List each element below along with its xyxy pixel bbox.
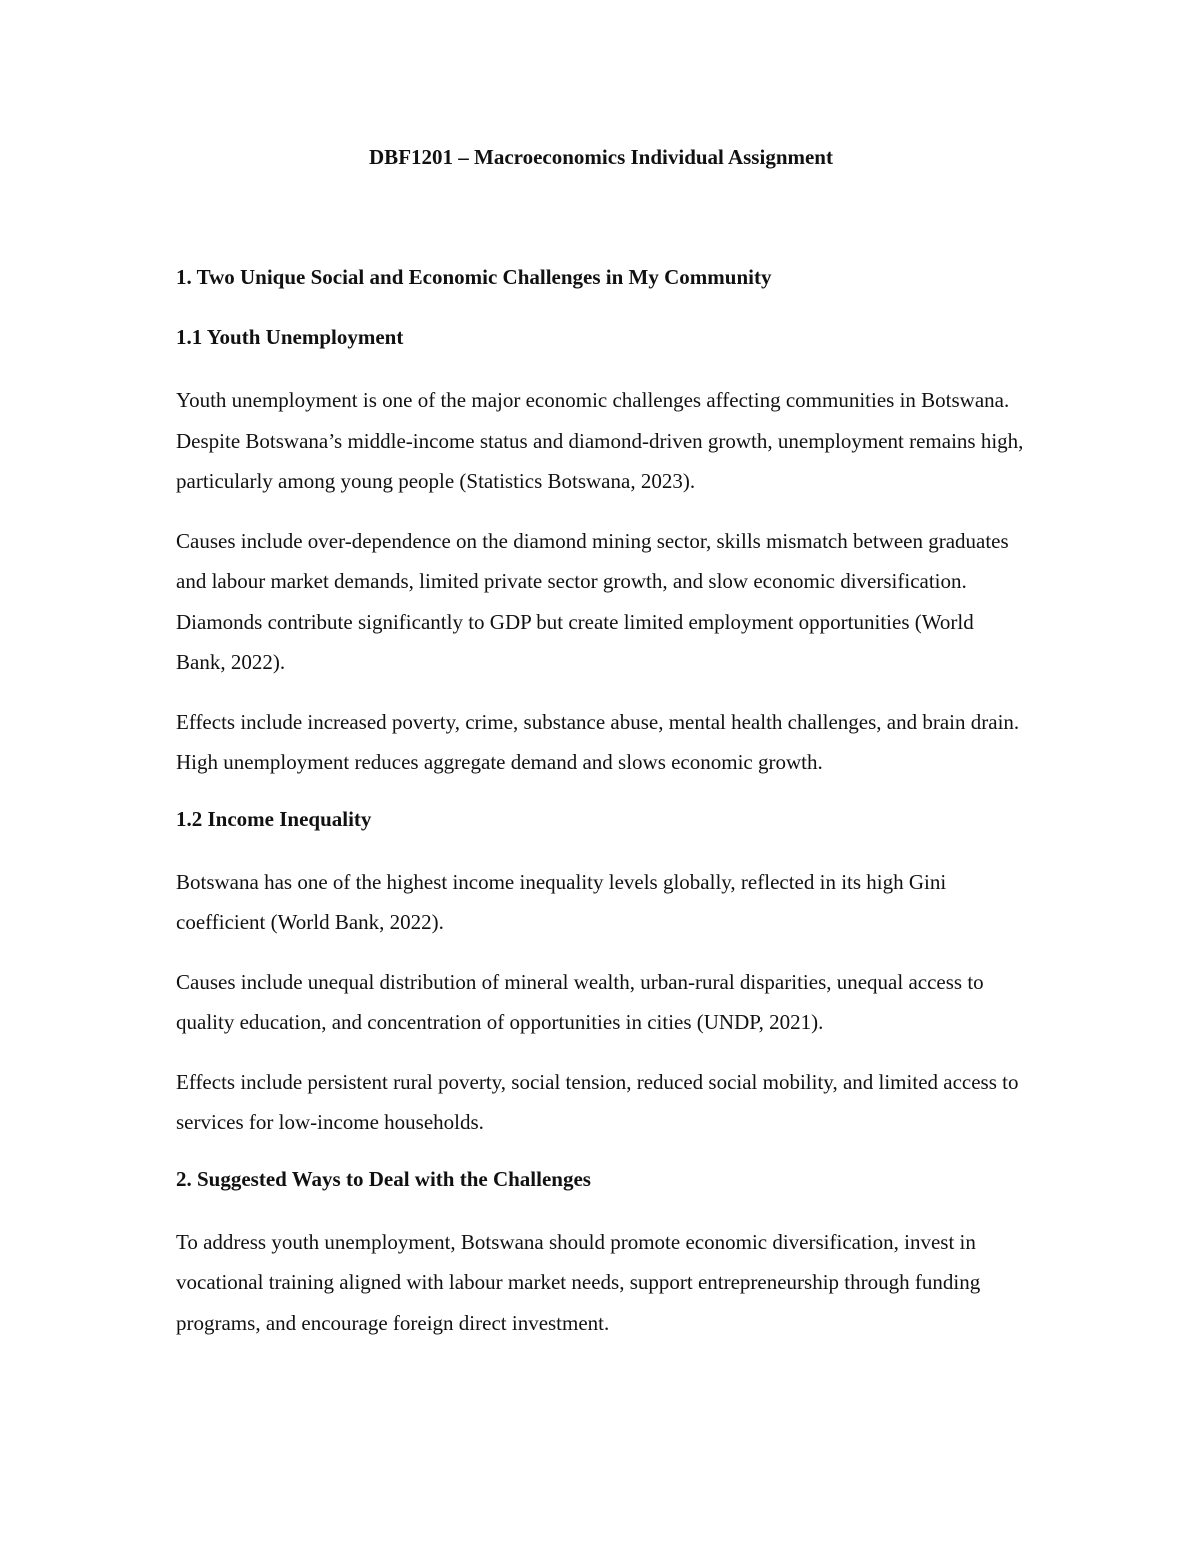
paragraph: Causes include over-dependence on the diamond mining sector, skills mismatch between graduates and labour market demands, limited private sector growth, and slow economic diversification. Diamonds contribute significantly to GDP but create limited employment opportunities (World Bank, 2022). (176, 528, 1009, 674)
document-title: DBF1201 – Macroeconomics Individual Assignment (369, 145, 833, 169)
section-1-heading: 1. Two Unique Social and Economic Challenges in My Community (176, 265, 772, 289)
paragraph: Effects include increased poverty, crime, substance abuse, mental health challenges, and brain drain. High unemployment reduces aggregate demand and slows economic growth. (176, 709, 1020, 774)
subsection-1-2-heading: 1.2 Income Inequality (176, 806, 372, 831)
paragraph: Effects include persistent rural poverty, social tension, reduced social mobility, and limited access to services for low-income households. (176, 1069, 1019, 1134)
paragraph: Botswana has one of the highest income inequality levels globally, reflected in its high Gini coefficient (World Bank, 2022). (176, 869, 947, 934)
section-2-heading: 2. Suggested Ways to Deal with the Challenges (176, 1166, 591, 1191)
subsection-1-1-heading: 1.1 Youth Unemployment (176, 325, 404, 349)
paragraph: To address youth unemployment, Botswana should promote economic diversification, invest in vocational training aligned with labour market needs, support entrepreneurship through funding programs, and encourage foreign direct investment. (176, 1229, 981, 1335)
paragraph: Youth unemployment is one of the major economic challenges affecting communities in Botswana. Despite Botswana’s middle-income status and diamond-driven growth, unemployment remains high, particularly among young people (Statistics Botswana, 2023). (176, 388, 1024, 493)
document-body (176, 140, 1026, 1343)
paragraph: Causes include unequal distribution of mineral wealth, urban-rural disparities, unequal access to quality education, and concentration of opportunities in cities (UNDP, 2021). (176, 969, 984, 1034)
